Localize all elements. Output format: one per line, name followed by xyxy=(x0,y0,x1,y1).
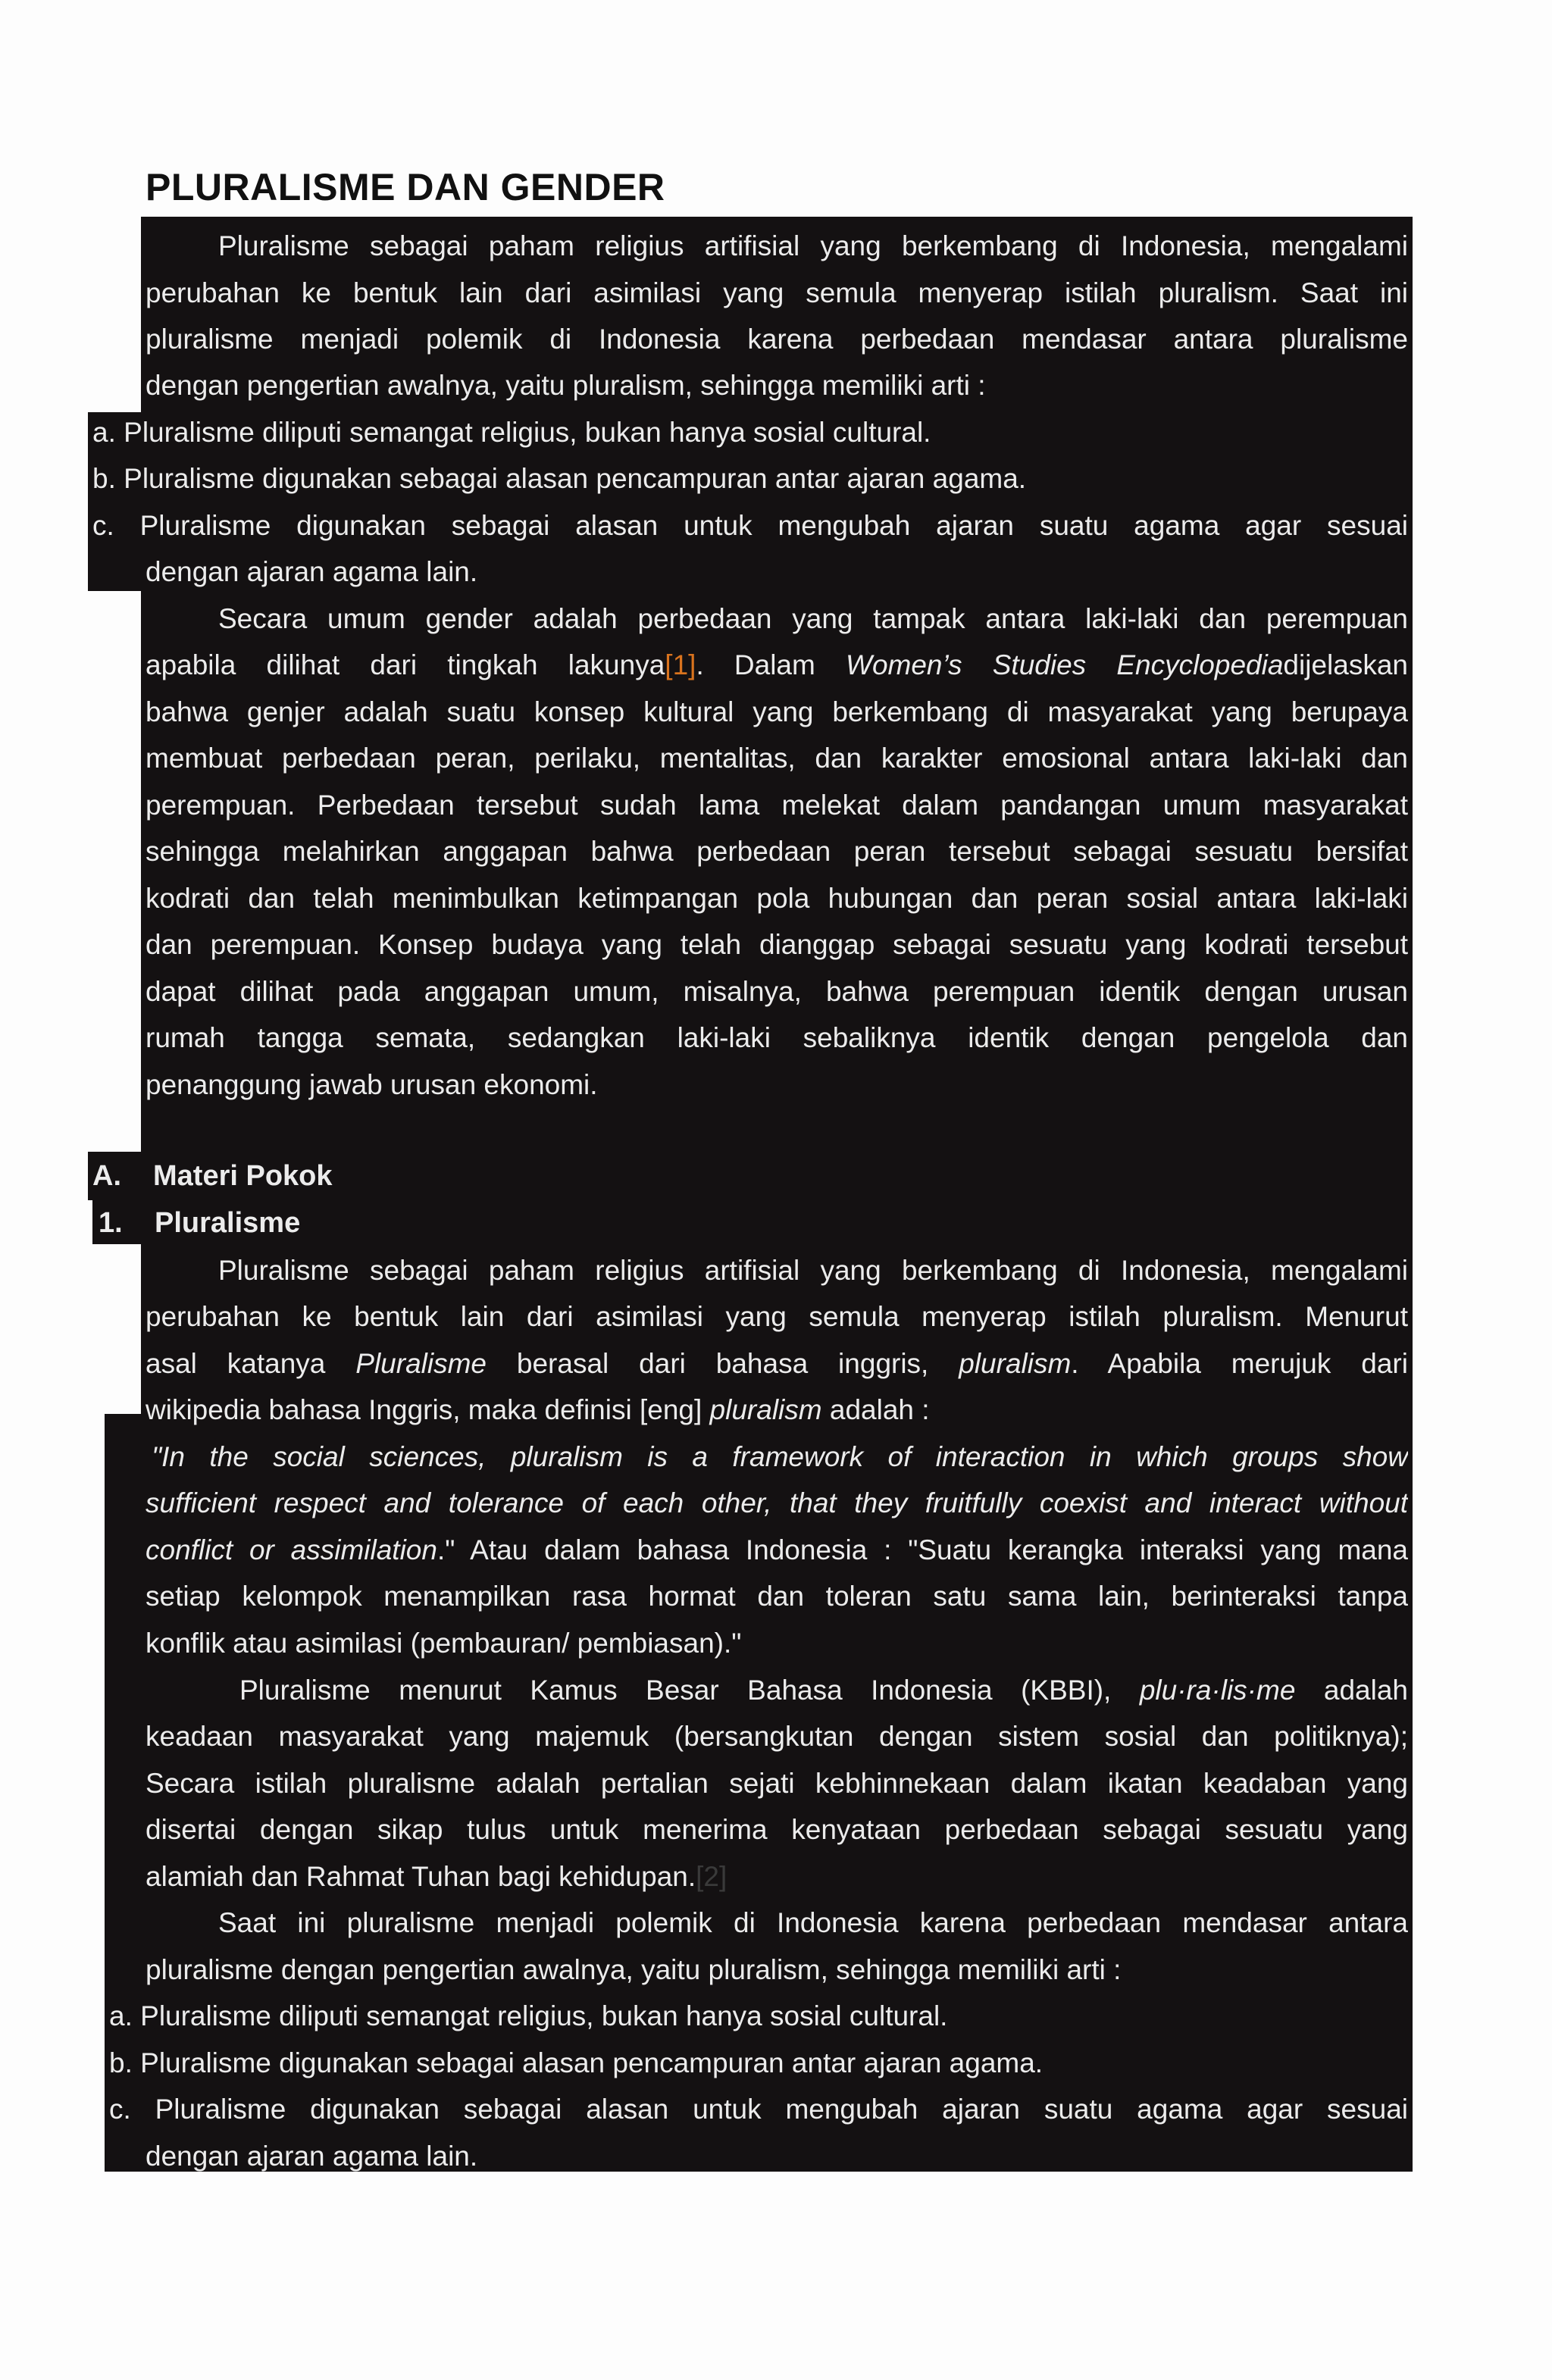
plural-list-item: a. Pluralisme diliputi semangat religius, bukan hanya sosial cultural. xyxy=(109,2000,948,2031)
quote-text-italic: conflict or assimilation xyxy=(146,1534,437,1565)
quote-line: setiap kelompok menampilkan rasa hormat dan toleran satu sama lain, berinteraksi tanpa xyxy=(146,1581,1408,1612)
term-italic: pluralism xyxy=(959,1348,1072,1379)
intro-list-item: dengan ajaran agama lain. xyxy=(146,556,478,587)
kbbi-text: Pluralisme menurut Kamus Besar Bahasa Indonesia (KBBI), xyxy=(239,1675,1140,1706)
quote-text: "In the social sciences, pluralism is a framework of interaction in which groups show xyxy=(152,1441,1408,1472)
pluralisme-line xyxy=(146,1387,1408,1434)
gender-line: bahwa genjer adalah suatu konsep kultural yang berkembang di masyarakat yang berupaya xyxy=(146,696,1408,727)
term-italic: pluralism xyxy=(709,1394,822,1425)
intro-list-item: c. Pluralisme digunakan sebagai alasan untuk mengubah ajaran suatu agama agar sesuai xyxy=(92,510,1408,541)
intro-line: perubahan ke bentuk lain dari asimilasi yang semula menyerap istilah pluralism. Saat ini xyxy=(146,277,1408,308)
pluralisme-text: berasal dari bahasa inggris, xyxy=(487,1348,959,1379)
section-1-heading: Pluralisme xyxy=(155,1207,301,1239)
kbbi-line: Secara istilah pluralisme adalah pertalian sejati kebhinnekaan dalam ikatan keadaban yang xyxy=(146,1768,1408,1799)
page-title: PLURALISME DAN GENDER xyxy=(146,166,665,208)
pluralisme-line: Pluralisme sebagai paham religius artifisial yang berkembang di Indonesia, mengalami xyxy=(218,1255,1408,1286)
pluralisme-line xyxy=(146,1340,1408,1387)
gender-line-with-ref xyxy=(146,642,1408,689)
footnote-ref-2[interactable]: [2] xyxy=(696,1861,728,1892)
kbbi-line: disertai dengan sikap tulus untuk menerima kenyataan perbedaan sebagai sesuatu yang xyxy=(146,1814,1408,1845)
plural-list-item: c. Pluralisme digunakan sebagai alasan untuk mengubah ajaran suatu agama agar sesuai xyxy=(109,2094,1408,2125)
pluralisme-text: wikipedia bahasa Inggris, maka definisi [eng] xyxy=(146,1394,710,1425)
section-a-marker: A. xyxy=(92,1160,121,1192)
gender-line: kodrati dan telah menimbulkan ketimpangan pola hubungan dan peran sosial antara laki-laki xyxy=(146,883,1408,914)
book-title: Women’s Studies Encyclopedia xyxy=(846,649,1284,680)
intro-line: pluralisme menjadi polemik di Indonesia karena perbedaan mendasar antara pluralisme xyxy=(146,324,1408,355)
footnote-ref-1[interactable]: [1] xyxy=(665,649,696,680)
quote-line xyxy=(152,1434,1408,1481)
gender-line: dapat dilihat pada anggapan umum, misalnya, bahwa perempuan identik dengan urusan xyxy=(146,976,1408,1007)
kbbi-text: adalah xyxy=(1295,1675,1408,1706)
gender-text: apabila dilihat dari tingkah lakunya xyxy=(146,649,665,680)
term-italic: plu·ra·lis·me xyxy=(1139,1675,1296,1706)
section-a-heading: Materi Pokok xyxy=(153,1160,333,1192)
quote-line xyxy=(146,1527,1408,1574)
quote-line: konflik atau asimilasi (pembauran/ pembiasan)." xyxy=(146,1628,742,1659)
pluralisme-text: . Apabila merujuk dari xyxy=(1071,1348,1408,1379)
plural-list-item: b. Pluralisme digunakan sebagai alasan pencampuran antar ajaran agama. xyxy=(109,2047,1044,2078)
gender-line: sehingga melahirkan anggapan bahwa perbedaan peran tersebut sebagai sesuatu bersifat xyxy=(146,836,1408,867)
term-italic: Pluralisme xyxy=(355,1348,487,1379)
gender-line: membuat perbedaan peran, perilaku, mentalitas, dan karakter emosional antara laki-laki dan xyxy=(146,743,1408,774)
gender-line: Secara umum gender adalah perbedaan yang tampak antara laki-laki dan perempuan xyxy=(218,603,1408,634)
intro-list-item: a. Pluralisme diliputi semangat religius, bukan hanya sosial cultural. xyxy=(92,417,931,448)
gender-line: dan perempuan. Konsep budaya yang telah dianggap sebagai sesuatu yang kodrati tersebut xyxy=(146,929,1408,960)
kbbi-text: alamiah dan Rahmat Tuhan bagi kehidupan. xyxy=(146,1861,696,1892)
pluralisme-line: perubahan ke bentuk lain dari asimilasi yang semula menyerap istilah pluralism. Menurut xyxy=(146,1301,1408,1332)
intro-line: Pluralisme sebagai paham religius artifisial yang berkembang di Indonesia, mengalami xyxy=(218,230,1408,261)
polemic-line: Saat ini pluralisme menjadi polemik di Indonesia karena perbedaan mendasar antara xyxy=(218,1907,1408,1938)
gender-line: perempuan. Perbedaan tersebut sudah lama melekat dalam pandangan umum masyarakat xyxy=(146,790,1408,821)
intro-line: dengan pengertian awalnya, yaitu pluralism, sehingga memiliki arti : xyxy=(146,370,986,401)
pluralisme-text: adalah : xyxy=(821,1394,930,1425)
quote-text: ." Atau dalam bahasa Indonesia : "Suatu kerangka interaksi yang mana xyxy=(436,1534,1408,1565)
gender-line: rumah tangga semata, sedangkan laki-laki sebaliknya identik dengan pengelola dan xyxy=(146,1022,1408,1053)
kbbi-line xyxy=(239,1667,1408,1714)
gender-text: dijelaskan xyxy=(1283,649,1408,680)
plural-list-item: dengan ajaran agama lain. xyxy=(146,2141,478,2172)
quote-text: sufficient respect and tolerance of each other, that they fruitfully coexist and interact without xyxy=(146,1487,1408,1518)
kbbi-line: keadaan masyarakat yang majemuk (bersangkutan dengan sistem sosial dan politiknya); xyxy=(146,1721,1408,1752)
kbbi-line xyxy=(146,1853,1408,1900)
intro-list-item: b. Pluralisme digunakan sebagai alasan pencampuran antar ajaran agama. xyxy=(92,463,1027,494)
polemic-line: pluralisme dengan pengertian awalnya, yaitu pluralism, sehingga memiliki arti : xyxy=(146,1954,1122,1985)
gender-text: . Dalam xyxy=(696,649,846,680)
pluralisme-text: asal katanya xyxy=(146,1348,356,1379)
gender-line: penanggung jawab urusan ekonomi. xyxy=(146,1069,598,1100)
quote-line xyxy=(146,1480,1408,1527)
section-1-marker: 1. xyxy=(99,1207,123,1239)
